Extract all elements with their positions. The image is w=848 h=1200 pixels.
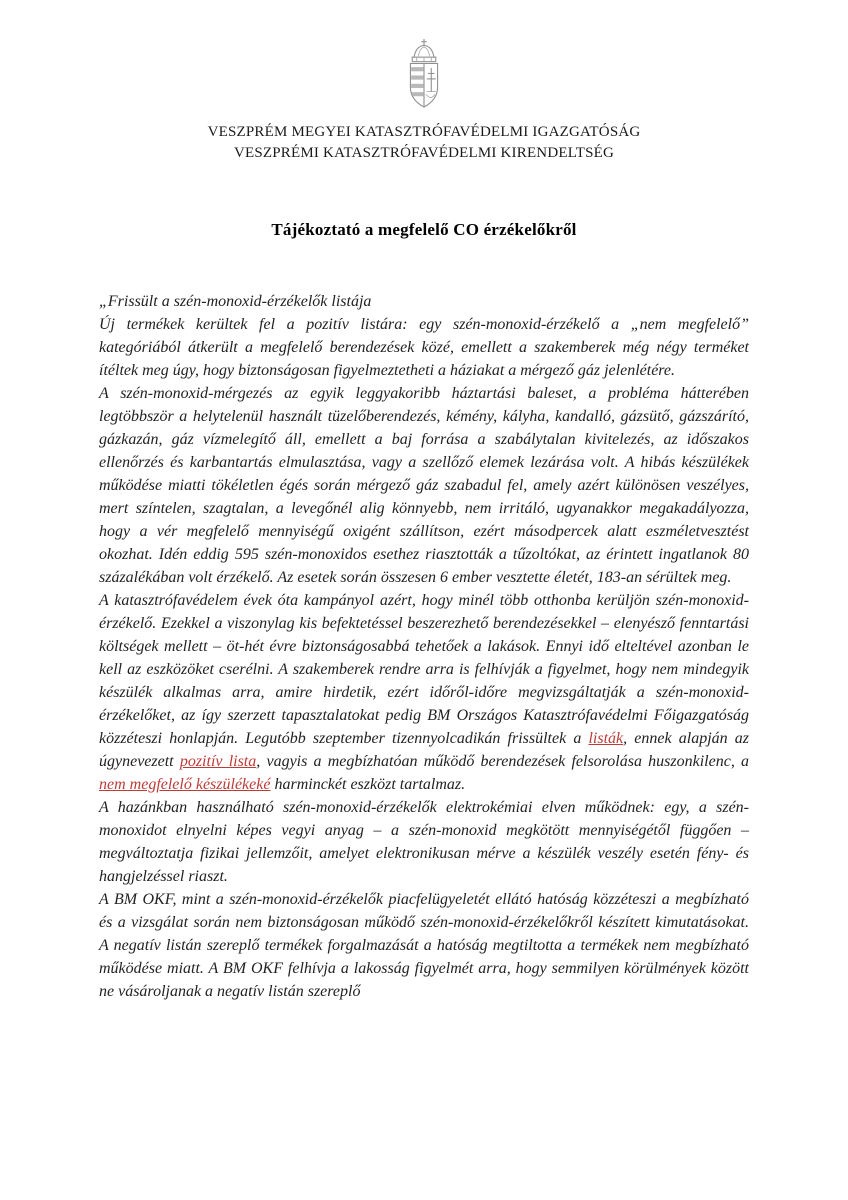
paragraph-text: A katasztrófavédelem évek óta kampányol azért, hogy minél több otthonba kerüljön szén-monoxid-érzékelő. Ezekkel a viszonylag kis befektetéssel beszerezhető berendezésekkel – elenyésző fenntartási költségek mellett – öt-hét évre biztonságosabbá tehetőek a lakások. Ennyi idő elteltével azonban le kell az eszközöket cserélni. A szakemberek rendre arra is felhívják a figyelmet, hogy nem mindegyik készülék alkalmas arra, amire hirdetik, ezért időről-időre megvizsgáltatják a szén-monoxid-érzékelőket, az így szerzett tapasztalatokat pedig BM Országos Katasztrófavédelmi Főigazgatóság közzéteszi honlapján. Legutóbb szeptember tizennyolcadikán frissültek a <box>99 592 749 747</box>
paragraph-chemistry: A hazánkban használható szén-monoxid-érzékelők elektrokémiai elven működnek: egy, a szén-monoxidot elnyelni képes vegyi anyag – a szén-monoxid megkötött mennyiségétől függően – megváltoztatja fizikai jellemzőit, amelyet elektronikusan mérve a készülék veszély esetén fény- és hangjelzéssel riaszt. <box>99 799 749 885</box>
paragraph-bmokf: A BM OKF, mint a szén-monoxid-érzékelők piacfelügyeletét ellátó hatóság közzéteszi a megbízható és a vizsgálat során nem biztonságosan működő szén-monoxid-érzékelőkről készített kimutatásokat. A negatív listán szereplő termékek forgalmazását a hatóság megtiltotta a termékek nem megbízható működése miatt. A BM OKF felhívja a lakosság figyelmét arra, hogy semmilyen körülmények között ne vásároljanak a negatív listán szereplő <box>99 891 749 1000</box>
paragraph-text: , vagyis a megbízhatóan működő berendezések felsorolása huszonkilenc, a <box>256 753 750 770</box>
link-negative-list[interactable]: nem megfelelő készülékeké <box>99 776 271 793</box>
link-lists[interactable]: listák <box>588 730 624 747</box>
page-content <box>99 0 749 1003</box>
page-title: Tájékoztató a megfelelő CO érzékelőkről <box>271 220 577 239</box>
paragraph-campaign <box>99 589 749 796</box>
link-positive-list[interactable]: pozitív lista <box>179 753 257 770</box>
hungarian-coat-of-arms-icon <box>395 38 453 118</box>
organization-header <box>99 122 749 163</box>
lead-quote: „Frissült a szén-monoxid-érzékelők listája <box>99 293 372 310</box>
paragraph-accidents: A szén-monoxid-mérgezés az egyik leggyakoribb háztartási baleset, a probléma hátterében legtöbbször a helytelenül használt tüzelőberendezés, kémény, kályha, kandalló, gázsütő, gázszárító, gázkazán, gáz vízmelegítő áll, emellett a baj forrása a szabálytalan kivitelezés, az időszakos ellenőrzés és karbantartás elmulasztása, vagy a szellőző elemek lezárása volt. A hibás készülékek működése miatti tökéletlen égés során mérgező gáz szabadul fel, amely azért különösen veszélyes, mert színtelen, szagtalan, a levegőnél alig könnyebb, nem irritáló, ugyanakkor megakadályozza, hogy a vér megfelelő mennyiségű oxigént szállítson, ezért másodpercek alatt eszméletvesztést okozhat. Idén eddig 595 szén-monoxidos esethez riasztották a tűzoltókat, az érintett ingatlanok 80 százalékában volt érzékelő. Az esetek során összesen 6 ember vesztette életét, 183-an sérültek meg. <box>99 385 749 586</box>
paragraph-text: harminckét eszközt tartalmaz. <box>270 776 466 793</box>
document-body <box>99 290 749 1003</box>
organization-line2: VESZPRÉMI KATASZTRÓFAVÉDELMI KIRENDELTSÉG <box>233 144 615 161</box>
paragraph-new-products: Új termékek kerültek fel a pozitív listára: egy szén-monoxid-érzékelő a „nem megfelelő” kategóriából átkerült a megfelelő berendezések közé, emellett a szakemberek még négy terméket ítéltek meg úgy, hogy biztonságosan figyelmeztetheti a háziakat a mérgező gáz jelenlétére. <box>99 316 749 379</box>
paragraph-text: , ennek alapján az úgynevezett <box>99 730 749 770</box>
coat-of-arms-logo <box>394 38 454 118</box>
organization-line1: VESZPRÉM MEGYEI KATASZTRÓFAVÉDELMI IGAZGATÓSÁG <box>207 124 641 140</box>
